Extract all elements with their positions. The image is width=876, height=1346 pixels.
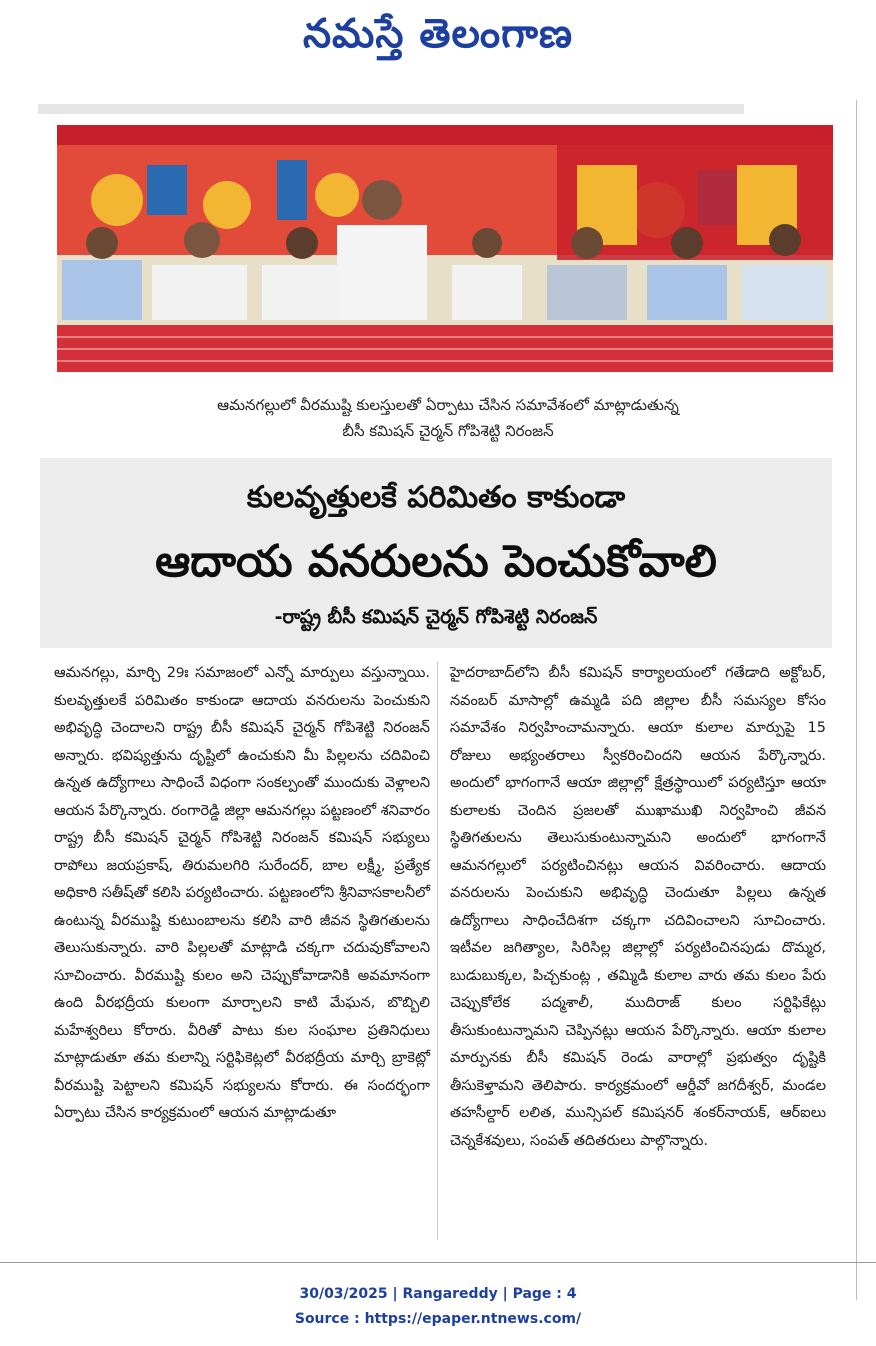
headline-main: ఆదాయ వనరులను పెంచుకోవాలి	[155, 536, 717, 587]
article-column-right: హైదరాబాద్‌లోని బీసీ కమిషన్ కార్యాలయంలో గతేడాది అక్టోబర్, నవంబర్ మాసాల్లో ఉమ్మడి పది జిల్లాల బీసీ సమస్యల కోసం సమావేశం నిర్వహించామన్నారు. ఆయా కులాల మార్పుపై 15 రోజులు అభ్యంతరాలు స్వీకరించిందని ఆయన పేర్కొన్నారు. అందులో భాగంగానే ఆయా జిల్లాల్లో క్షేత్రస్థాయిలో పర్యటిస్తూ ఆయా కులాలకు చెందిన ప్రజలతో ముఖాముఖి నిర్వహించి జీవన స్థితిగతులను తెలుసుకుంటున్నామని అందులో భాగంగానే ఆమనగల్లులో పర్యటించినట్లు ఆయన వివరించారు. ఆదాయ వనరులను పెంచుకుని అభివృద్ధి చెందుతూ పిల్లలు ఉన్నత ఉద్యోగాలు సాధించేదిశగా చక్కగా చదివించాలని సూచించారు. ఇటీవల జగిత్యాల, సిరిసిల్ల జిల్లాల్లో పర్యటించినపుడు దొమ్మర, బుడుబుక్కల, పిచ్చకుంట్ల , తమ్మిడి కులాల వారు తమ కులం పేరు చెప్పుకోలేక పద్మశాలీ, ముదిరాజ్ కులం సర్టిఫికేట్లు తీసుకుంటున్నామని చెప్పినట్లు ఆయన పేర్కొన్నారు. ఆయా కులాల మార్పునకు బీసీ కమిషన్ రెండు వారాల్లో ప్రభుత్వం దృష్టికి తీసుకెళ్తామని తెలిపారు. కార్యక్రమంలో ఆర్డీవో జగదీశ్వర్, మండల తహసీల్దార్ లలిత, మున్సిపల్ కమిషనర్ శంకర్‌నాయక్, ఆర్ఐలు చెన్నకేశవులు, సంపత్ తదితరులు పాల్గొన్నారు.	[450, 665, 826, 1149]
masthead	[0, 0, 876, 78]
photo-caption	[60, 392, 836, 444]
headline-byline: -రాష్ట్ర బీసీ కమిషన్ చైర్మన్ గోపిశెట్టి నిరంజన్	[274, 606, 598, 628]
caption-line-2: బీసీ కమిషన్ చైర్మన్ గోపిశెట్టి నిరంజన్	[342, 422, 554, 440]
footer-source: Source : https://epaper.ntnews.com/	[294, 1311, 582, 1327]
column-divider	[437, 662, 438, 1240]
headline-box	[40, 458, 832, 648]
caption-line-1: ఆమనగల్లులో వీరముష్టి కులస్తులతో ఏర్పాటు చేసిన సమావేశంలో మాట్లాడుతున్న	[217, 396, 679, 414]
headline-kicker: కులవృత్తులకే పరిమితం కాకుండా	[246, 480, 626, 515]
newspaper-logo: నమస్తే తెలంగాణ	[302, 11, 574, 57]
news-photo	[57, 125, 833, 372]
footer-date-edition: 30/03/2025 | Rangareddy | Page : 4	[299, 1286, 577, 1302]
article-column-left: ఆమనగల్లు, మార్చి 29ః సమాజంలో ఎన్నో మార్పులు వస్తున్నాయి. కులవృత్తులకే పరిమితం కాకుండా ఆదాయ వనరులను పెంచుకుని అభివృద్ధి చెందాలని రాష్ట్ర బీసీ కమిషన్ చైర్మన్ గోపిశెట్టి నిరంజన్ అన్నారు. భవిష్యత్తును దృష్టిలో ఉంచుకుని మీ పిల్లలను చదివించి ఉన్నత ఉద్యోగాలు సాధించే విధంగా సంకల్పంతో ముందుకు వెళ్లాలని ఆయన పేర్కొన్నారు. రంగారెడ్డి జిల్లా ఆమనగల్లు పట్టణంలో శనివారం రాష్ట్ర బీసీ కమిషన్ చైర్మన్ గోపిశెట్టి నిరంజన్ కమిషన్ సభ్యులు రాపోలు జయప్రకాష్, తిరుమలగిరి సురేందర్, బాల లక్ష్మీ, ప్రత్యేక అధికారి సతీష్‌తో కలిసి పర్యటించారు. పట్టణంలోని శ్రీనివాసకాలనీలో ఉంటున్న వీరముష్టి కుటుంబాలను కలిసి వారి జీవన స్థితిగతులను తెలుసుకున్నారు. వారి పిల్లలతో మాట్లాడి చక్కగా చదువుకోవాలని సూచించారు. వీరముష్టి కులం అని చెప్పుకోవాడానికి అవమానంగా ఉంది వీరభద్రీయ కులంగా మార్చాలని కాటి మేఘన, బొబ్బిలి మహేశ్వరిలు కోరారు. వీరితో పాటు కుల సంఘాల ప్రతినిధులు మాట్లాడుతూ తమ కులాన్ని సర్టిఫికెట్లలో వీరభద్రీయ మార్చి బ్రాకెట్లో వీరముష్టి పెట్టాలని కమిషన్ సభ్యులను కోరారు. ఈ సందర్భంగా ఏర్పాటు చేసిన కార్యక్రమంలో ఆయన మాట్లాడుతూ	[54, 665, 430, 1121]
meeting-photo-illustration	[57, 125, 833, 372]
top-divider	[38, 104, 744, 114]
page-footer	[0, 1282, 876, 1332]
bottom-divider	[0, 1262, 876, 1263]
right-margin-rule	[856, 100, 857, 1300]
